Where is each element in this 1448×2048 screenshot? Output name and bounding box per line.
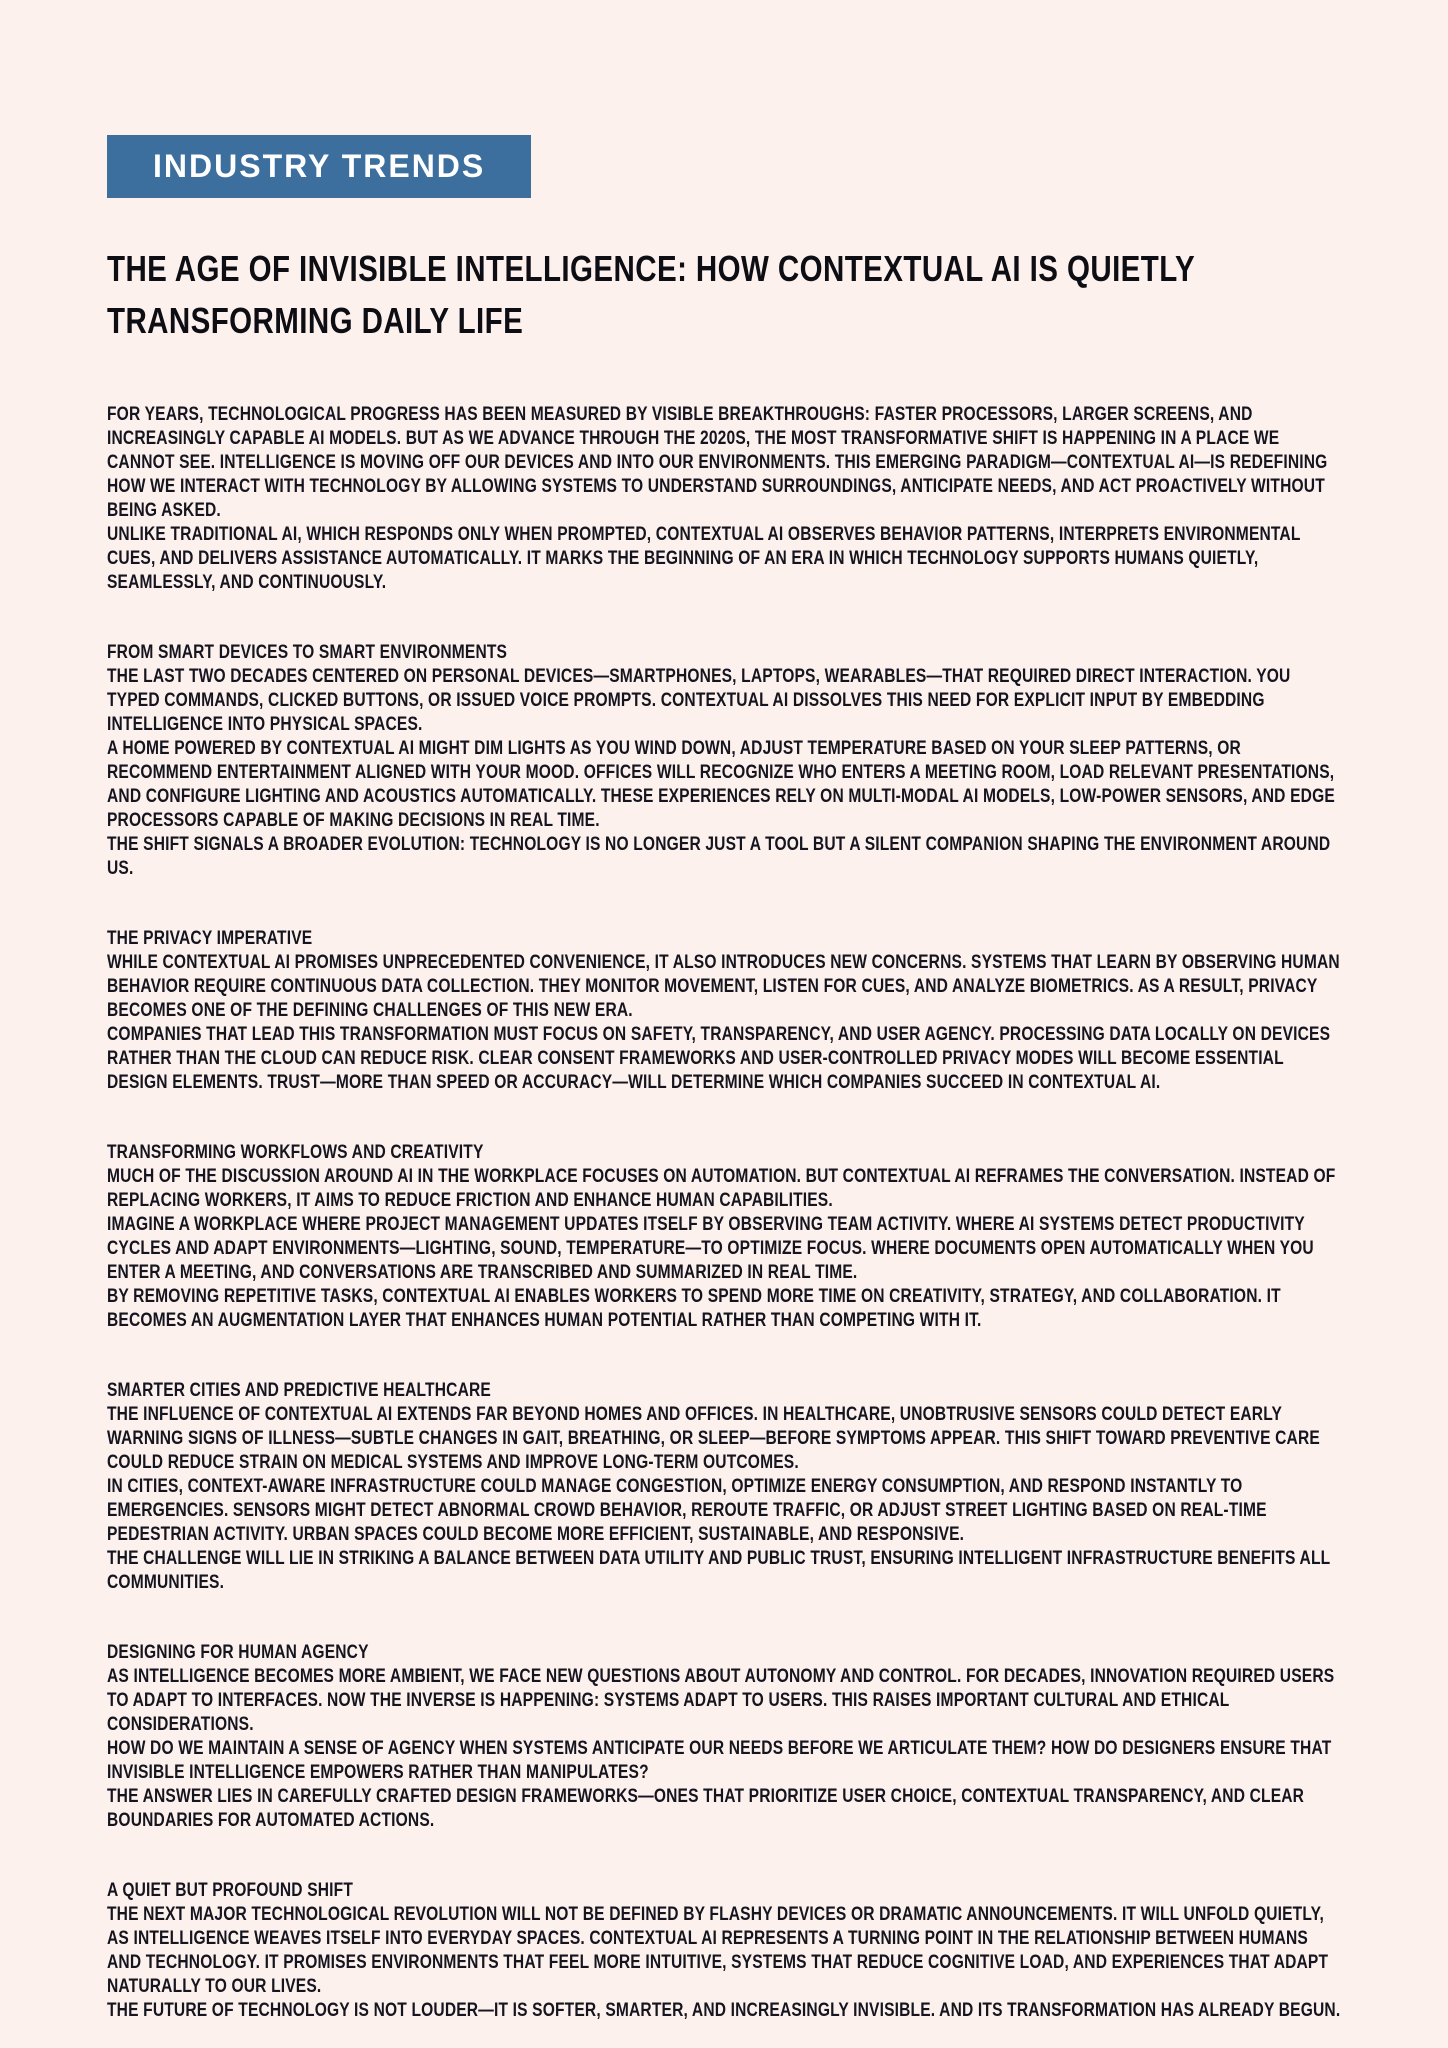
article-body <box>107 403 1342 2023</box>
section-heading: DESIGNING FOR HUMAN AGENCY <box>107 1642 369 1663</box>
article-content <box>107 243 1342 2023</box>
section-paragraph: IMAGINE A WORKPLACE WHERE PROJECT MANAGEMENT UPDATES ITSELF BY OBSERVING TEAM ACTIVITY. WHERE AI SYSTEMS DETECT PRODUCTIVITY CYCLES AND ADAPT ENVIRONMENTS—LIGHTING, SOUND, TEMPERATURE—TO OPTIMIZE FOCUS. WHERE DOCUMENTS OPEN AUTOMATICALLY WHEN YOU ENTER A MEETING, AND CONVERSATIONS ARE TRANSCRIBED AND SUMMARIZED IN REAL TIME. <box>107 1214 1314 1283</box>
intro-paragraph: UNLIKE TRADITIONAL AI, WHICH RESPONDS ONLY WHEN PROMPTED, CONTEXTUAL AI OBSERVES BEHAVIOR PATTERNS, INTERPRETS ENVIRONMENTAL CUES, AND DELIVERS ASSISTANCE AUTOMATICALLY. IT MARKS THE BEGINNING OF AN ERA IN WHICH TECHNOLOGY SUPPORTS HUMANS QUIETLY, SEAMLESSLY, AND CONTINUOUSLY. <box>107 524 1301 593</box>
article-section-workflows <box>107 1141 1342 1333</box>
section-paragraph: THE FUTURE OF TECHNOLOGY IS NOT LOUDER—IT IS SOFTER, SMARTER, AND INCREASINGLY INVISIBLE. AND ITS TRANSFORMATION HAS ALREADY BEGUN. <box>107 2000 1341 2021</box>
section-paragraph: A HOME POWERED BY CONTEXTUAL AI MIGHT DIM LIGHTS AS YOU WIND DOWN, ADJUST TEMPERATURE BASED ON YOUR SLEEP PATTERNS, OR RECOMMEND ENTERTAINMENT ALIGNED WITH YOUR MOOD. OFFICES WILL RECOGNIZE WHO ENTERS A MEETING ROOM, LOAD RELEVANT PRESENTATIONS, AND CONFIGURE LIGHTING AND ACOUSTICS AUTOMATICALLY. THESE EXPERIENCES RELY ON MULTI-MODAL AI MODELS, LOW-POWER SENSORS, AND EDGE PROCESSORS CAPABLE OF MAKING DECISIONS IN REAL TIME. <box>107 738 1335 831</box>
category-badge: INDUSTRY TRENDS <box>107 135 531 198</box>
section-paragraph: BY REMOVING REPETITIVE TASKS, CONTEXTUAL AI ENABLES WORKERS TO SPEND MORE TIME ON CREATIVITY, STRATEGY, AND COLLABORATION. IT BECOMES AN AUGMENTATION LAYER THAT ENHANCES HUMAN POTENTIAL RATHER THAN COMPETING WITH IT. <box>107 1286 1281 1331</box>
article-section-human-agency <box>107 1641 1342 1833</box>
section-paragraph: THE CHALLENGE WILL LIE IN STRIKING A BALANCE BETWEEN DATA UTILITY AND PUBLIC TRUST, ENSURING INTELLIGENT INFRASTRUCTURE BENEFITS ALL COMMUNITIES. <box>107 1548 1331 1593</box>
section-paragraph: MUCH OF THE DISCUSSION AROUND AI IN THE WORKPLACE FOCUSES ON AUTOMATION. BUT CONTEXTUAL AI REFRAMES THE CONVERSATION. INSTEAD OF REPLACING WORKERS, IT AIMS TO REDUCE FRICTION AND ENHANCE HUMAN CAPABILITIES. <box>107 1166 1336 1211</box>
article-intro <box>107 403 1342 595</box>
section-heading: FROM SMART DEVICES TO SMART ENVIRONMENTS <box>107 642 508 663</box>
article-title: THE AGE OF INVISIBLE INTELLIGENCE: HOW CONTEXTUAL AI IS QUIETLY TRANSFORMING DAILY LIFE <box>107 248 1195 341</box>
section-paragraph: THE ANSWER LIES IN CAREFULLY CRAFTED DESIGN FRAMEWORKS—ONES THAT PRIORITIZE USER CHOICE, CONTEXTUAL TRANSPARENCY, AND CLEAR BOUNDARIES FOR AUTOMATED ACTIONS. <box>107 1786 1305 1831</box>
section-paragraph: THE LAST TWO DECADES CENTERED ON PERSONAL DEVICES—SMARTPHONES, LAPTOPS, WEARABLES—THAT REQUIRED DIRECT INTERACTION. YOU TYPED COMMANDS, CLICKED BUTTONS, OR ISSUED VOICE PROMPTS. CONTEXTUAL AI DISSOLVES THIS NEED FOR EXPLICIT INPUT BY EMBEDDING INTELLIGENCE INTO PHYSICAL SPACES. <box>107 666 1291 735</box>
section-heading: SMARTER CITIES AND PREDICTIVE HEALTHCARE <box>107 1380 491 1401</box>
section-paragraph: COMPANIES THAT LEAD THIS TRANSFORMATION MUST FOCUS ON SAFETY, TRANSPARENCY, AND USER AGENCY. PROCESSING DATA LOCALLY ON DEVICES RATHER THAN THE CLOUD CAN REDUCE RISK. CLEAR CONSENT FRAMEWORKS AND USER-CONTROLLED PRIVACY MODES WILL BECOME ESSENTIAL DESIGN ELEMENTS. TRUST—MORE THAN SPEED OR ACCURACY—WILL DETERMINE WHICH COMPANIES SUCCEED IN CONTEXTUAL AI. <box>107 1024 1331 1093</box>
section-paragraph: THE SHIFT SIGNALS A BROADER EVOLUTION: TECHNOLOGY IS NO LONGER JUST A TOOL BUT A SILENT COMPANION SHAPING THE ENVIRONMENT AROUND US. <box>107 834 1331 879</box>
section-paragraph: AS INTELLIGENCE BECOMES MORE AMBIENT, WE FACE NEW QUESTIONS ABOUT AUTONOMY AND CONTROL. FOR DECADES, INNOVATION REQUIRED USERS TO ADAPT TO INTERFACES. NOW THE INVERSE IS HAPPENING: SYSTEMS ADAPT TO USERS. THIS RAISES IMPORTANT CULTURAL AND ETHICAL CONSIDERATIONS. <box>107 1666 1335 1735</box>
intro-paragraph: FOR YEARS, TECHNOLOGICAL PROGRESS HAS BEEN MEASURED BY VISIBLE BREAKTHROUGHS: FASTER PROCESSORS, LARGER SCREENS, AND INCREASINGLY CAPABLE AI MODELS. BUT AS WE ADVANCE THROUGH THE 2020S, THE MOST TRANSFORMATIVE SHIFT IS HAPPENING IN A PLACE WE CANNOT SEE. INTELLIGENCE IS MOVING OFF OUR DEVICES AND INTO OUR ENVIRONMENTS. THIS EMERGING PARADIGM—CONTEXTUAL AI—IS REDEFINING HOW WE INTERACT WITH TECHNOLOGY BY ALLOWING SYSTEMS TO UNDERSTAND SURROUNDINGS, ANTICIPATE NEEDS, AND ACT PROACTIVELY WITHOUT BEING ASKED. <box>107 404 1328 521</box>
section-paragraph: HOW DO WE MAINTAIN A SENSE OF AGENCY WHEN SYSTEMS ANTICIPATE OUR NEEDS BEFORE WE ARTICULATE THEM? HOW DO DESIGNERS ENSURE THAT INVISIBLE INTELLIGENCE EMPOWERS RATHER THAN MANIPULATES? <box>107 1738 1332 1783</box>
article-section-privacy <box>107 927 1342 1095</box>
article-section-smart-environments <box>107 641 1342 881</box>
section-paragraph: IN CITIES, CONTEXT-AWARE INFRASTRUCTURE COULD MANAGE CONGESTION, OPTIMIZE ENERGY CONSUMPTION, AND RESPOND INSTANTLY TO EMERGENCIES. SENSORS MIGHT DETECT ABNORMAL CROWD BEHAVIOR, REROUTE TRAFFIC, OR ADJUST STREET LIGHTING BASED ON REAL-TIME PEDESTRIAN ACTIVITY. URBAN SPACES COULD BECOME MORE EFFICIENT, SUSTAINABLE, AND RESPONSIVE. <box>107 1476 1267 1545</box>
section-paragraph: WHILE CONTEXTUAL AI PROMISES UNPRECEDENTED CONVENIENCE, IT ALSO INTRODUCES NEW CONCERNS. SYSTEMS THAT LEARN BY OBSERVING HUMAN BEHAVIOR REQUIRE CONTINUOUS DATA COLLECTION. THEY MONITOR MOVEMENT, LISTEN FOR CUES, AND ANALYZE BIOMETRICS. AS A RESULT, PRIVACY BECOMES ONE OF THE DEFINING CHALLENGES OF THIS NEW ERA. <box>107 952 1340 1021</box>
section-heading: THE PRIVACY IMPERATIVE <box>107 928 313 949</box>
article-section-cities-healthcare <box>107 1379 1342 1595</box>
section-heading: TRANSFORMING WORKFLOWS AND CREATIVITY <box>107 1142 484 1163</box>
article-section-profound-shift <box>107 1879 1342 2023</box>
section-paragraph: THE NEXT MAJOR TECHNOLOGICAL REVOLUTION WILL NOT BE DEFINED BY FLASHY DEVICES OR DRAMATIC ANNOUNCEMENTS. IT WILL UNFOLD QUIETLY, AS INTELLIGENCE WEAVES ITSELF INTO EVERYDAY SPACES. CONTEXTUAL AI REPRESENTS A TURNING POINT IN THE RELATIONSHIP BETWEEN HUMANS AND TECHNOLOGY. IT PROMISES ENVIRONMENTS THAT FEEL MORE INTUITIVE, SYSTEMS THAT REDUCE COGNITIVE LOAD, AND EXPERIENCES THAT ADAPT NATURALLY TO OUR LIVES. <box>107 1904 1329 1997</box>
section-heading: A QUIET BUT PROFOUND SHIFT <box>107 1880 354 1901</box>
section-paragraph: THE INFLUENCE OF CONTEXTUAL AI EXTENDS FAR BEYOND HOMES AND OFFICES. IN HEALTHCARE, UNOBTRUSIVE SENSORS COULD DETECT EARLY WARNING SIGNS OF ILLNESS—SUBTLE CHANGES IN GAIT, BREATHING, OR SLEEP—BEFORE SYMPTOMS APPEAR. THIS SHIFT TOWARD PREVENTIVE CARE COULD REDUCE STRAIN ON MEDICAL SYSTEMS AND IMPROVE LONG-TERM OUTCOMES. <box>107 1404 1320 1473</box>
